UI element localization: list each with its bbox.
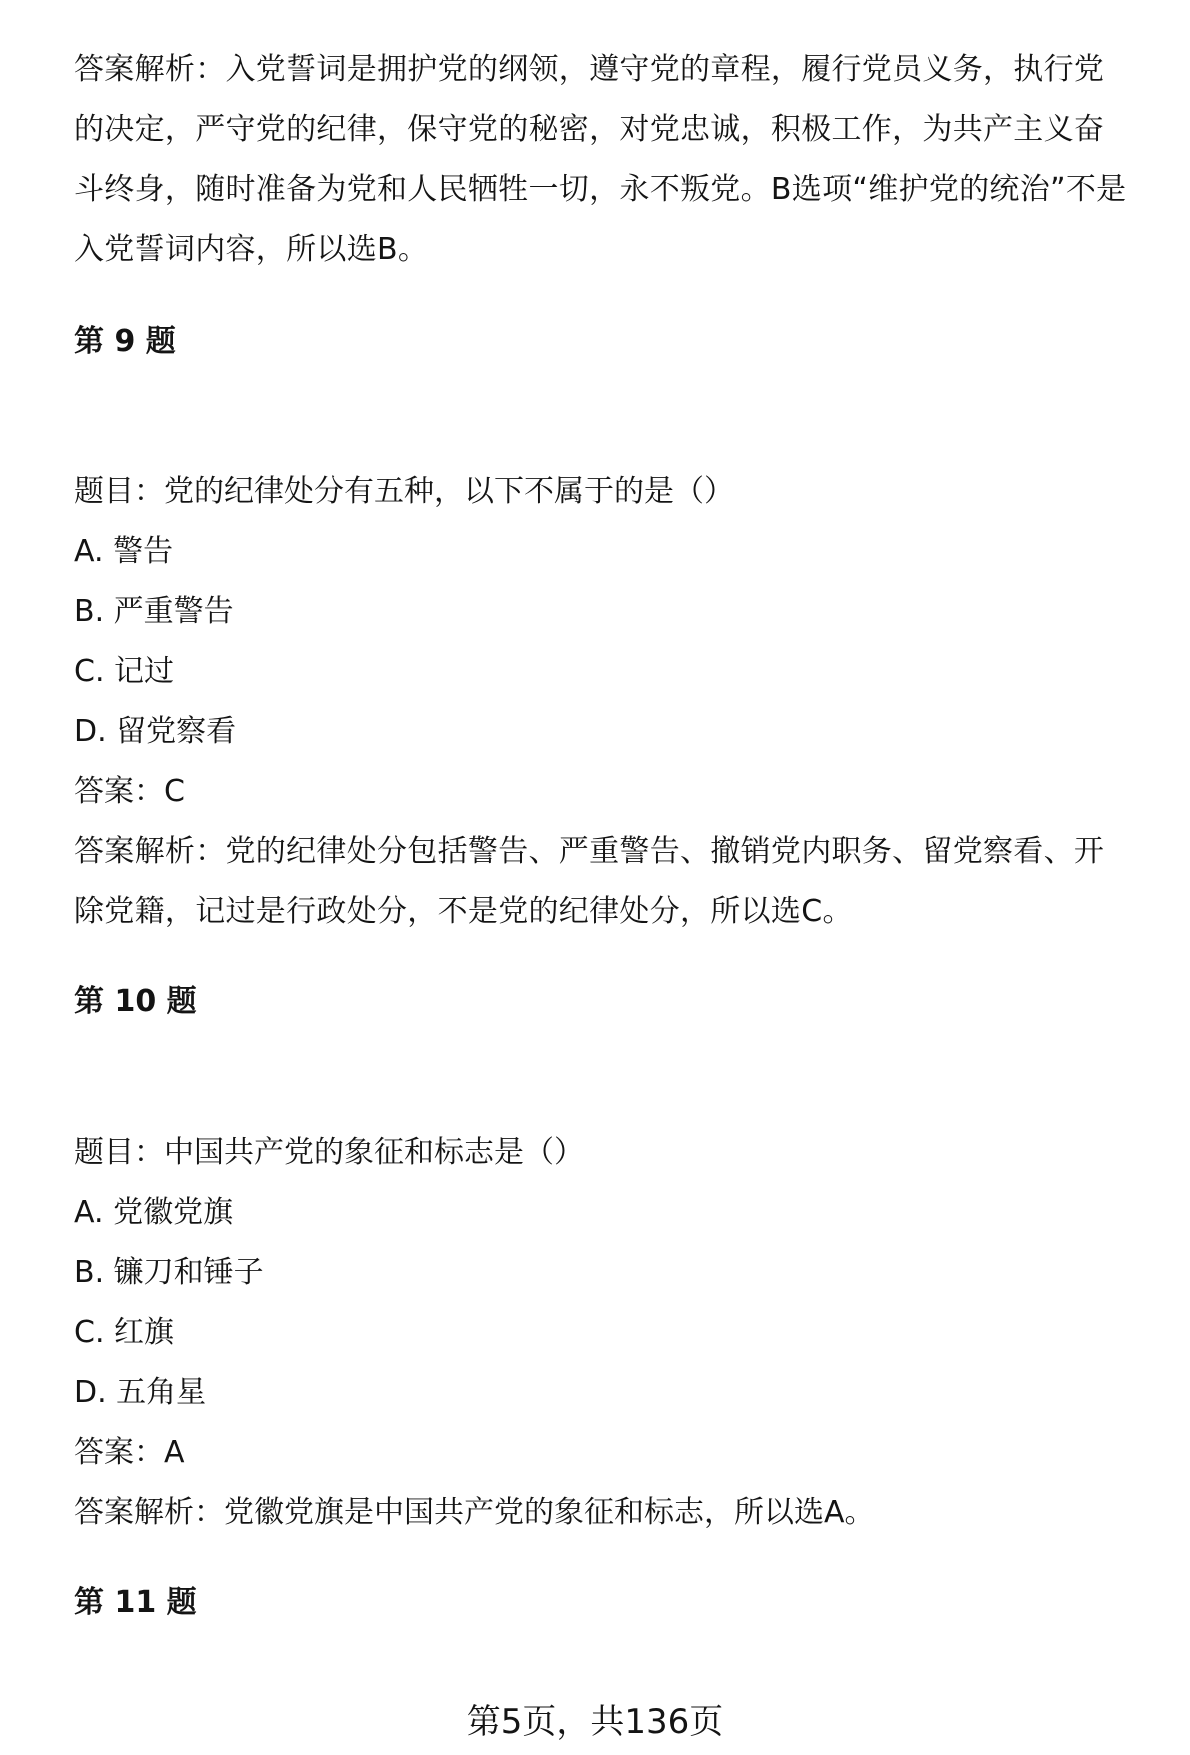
question-10-answer: 答案：A (74, 1435, 185, 1470)
question-9-heading: 第 9 题 (74, 324, 176, 359)
question-10-heading: 第 10 题 (74, 984, 197, 1019)
question-10-option-c: C. 红旗 (74, 1315, 175, 1350)
question-9-explanation: 答案解析：党的纪律处分包括警告、严重警告、撤销党内职务、留党察看、开除党籍，记过是行政处分，不是党的纪律处分，所以选C。 (74, 834, 1105, 929)
question-10-option-b: B. 镰刀和锤子 (74, 1255, 264, 1290)
question-9-answer: 答案：C (74, 774, 185, 809)
question-9-option-c: C. 记过 (74, 654, 175, 689)
question-9-option-d: D. 留党察看 (74, 714, 237, 749)
previous-answer-explanation: 答案解析：入党誓词是拥护党的纲领，遵守党的章程，履行党员义务，执行党的决定，严守党的纪律，保守党的秘密，对党忠诚，积极工作，为共产主义奋斗终身，随时准备为党和人民牺牲一切，永不叛党。B选项“维护党的统治”不是入党誓词内容，所以选B。 (74, 52, 1127, 267)
question-10-option-a: A. 党徽党旗 (74, 1195, 234, 1230)
question-9-option-b: B. 严重警告 (74, 594, 234, 629)
question-9-option-a: A. 警告 (74, 534, 174, 569)
question-11-heading: 第 11 题 (74, 1585, 197, 1620)
question-9-stem: 题目：党的纪律处分有五种，以下不属于的是（） (74, 474, 734, 509)
question-10-explanation: 答案解析：党徽党旗是中国共产党的象征和标志，所以选A。 (74, 1495, 875, 1530)
question-10-option-d: D. 五角星 (74, 1375, 207, 1410)
page-number-footer: 第5页，共136页 (466, 1702, 724, 1742)
question-10-stem: 题目：中国共产党的象征和标志是（） (74, 1135, 584, 1170)
